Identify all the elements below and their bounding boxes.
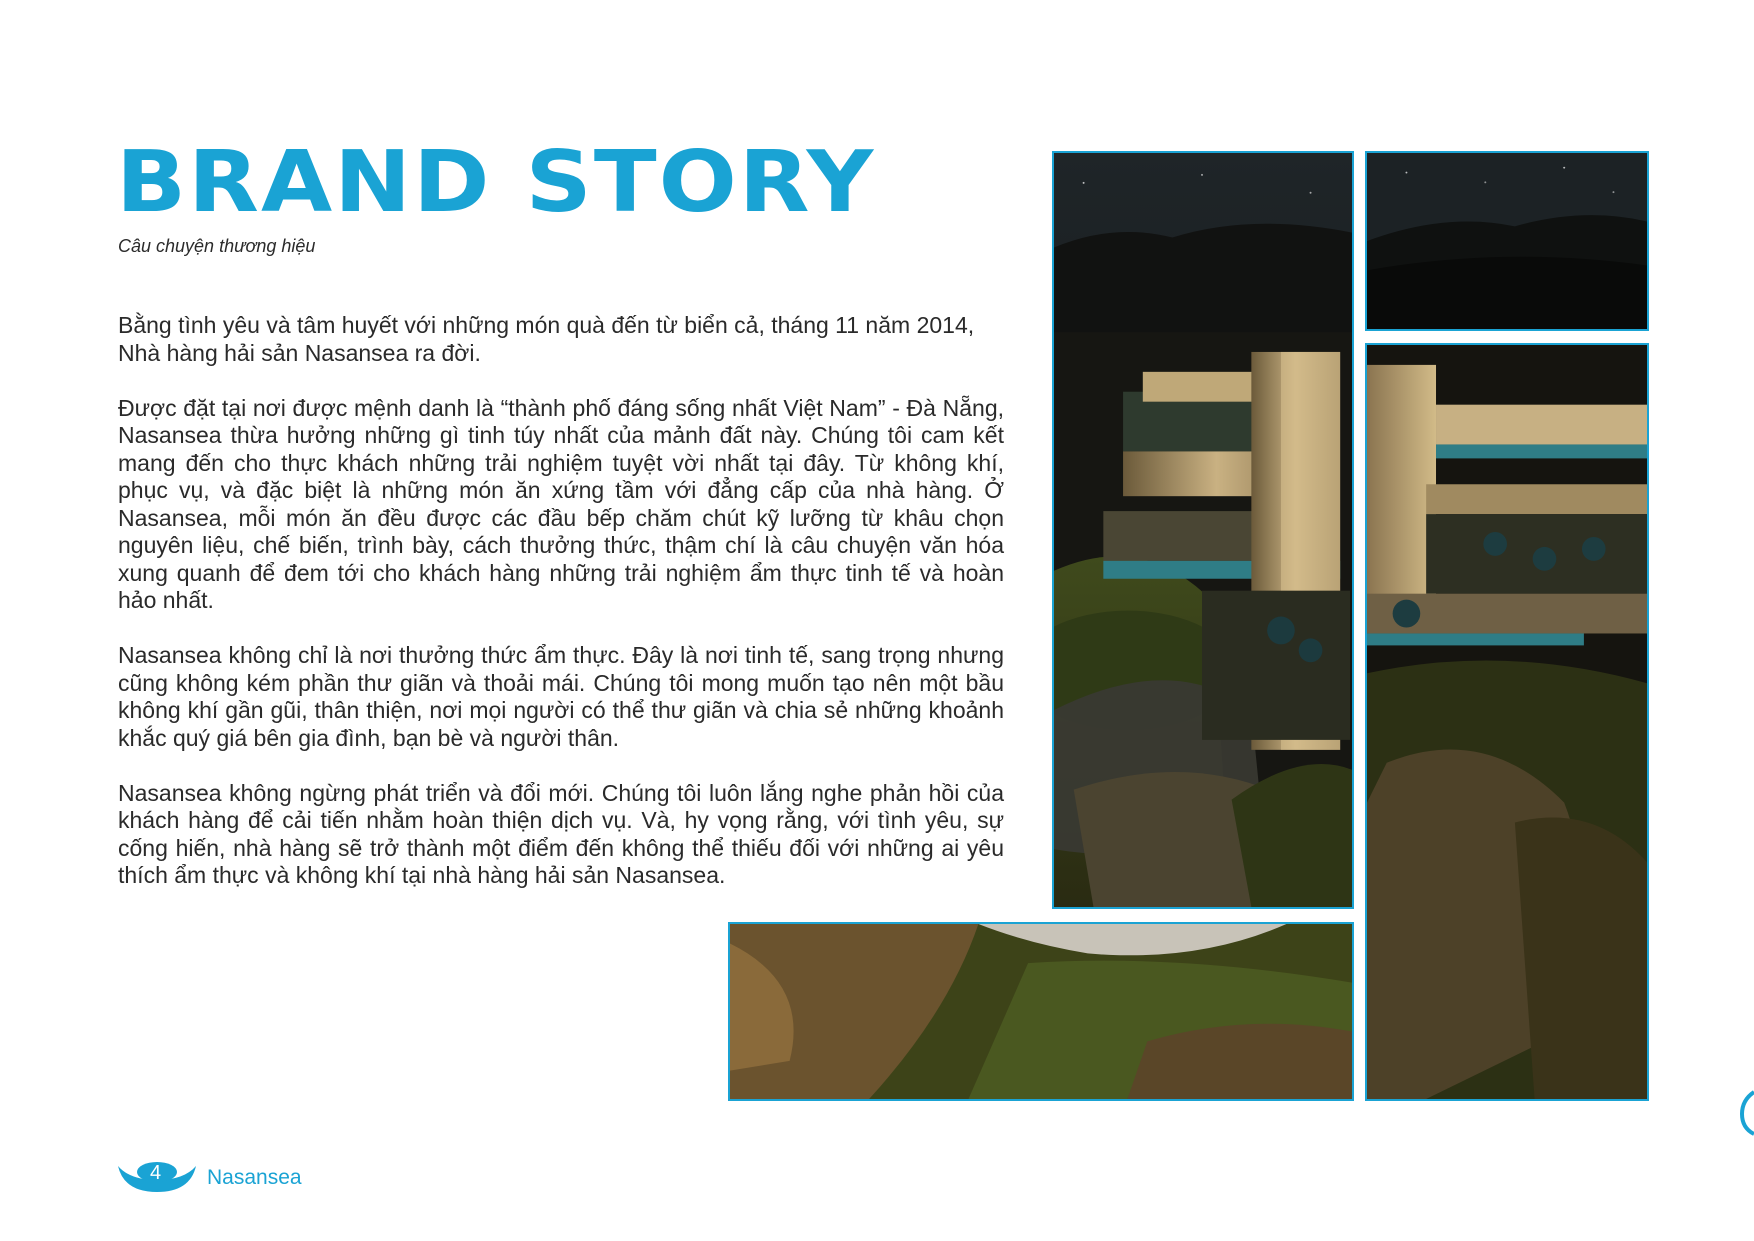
page-title: BRAND STORY xyxy=(116,132,876,232)
photo-panel-hillside xyxy=(728,922,1354,1101)
page-subtitle: Câu chuyện thương hiệu xyxy=(118,236,316,256)
story-paragraph-2: Được đặt tại nơi được mệnh danh là “thành phố đáng sống nhất Việt Nam” - Đà Nẵng, Nasansea thừa hưởng những gì tinh túy nhất của mảnh đất này. Chúng tôi cam kết mang đến cho thực khách những trải nghiệm tuyệt vời nhất tại đây. Từ không khí, phục vụ, và đặc biệt là những món ăn xứng tầm với đẳng cấp của nhà hàng. Ở Nasansea, mỗi món ăn đều được các đầu bếp chăm chút kỹ lưỡng từ khâu chọn nguyên liệu, chế biến, trình bày, cách thưởng thức, thậm chí là câu chuyện văn hóa xung quanh để đem tới cho khách hàng những trải nghiệm ẩm thực tinh tế và hoàn hảo nhất. xyxy=(118,394,1004,613)
photo-panel-terraces xyxy=(1365,343,1649,1101)
footer-brand: Nasansea xyxy=(207,1166,302,1189)
edge-wave-icon xyxy=(1740,1090,1754,1136)
photo-panel-night-sky xyxy=(1365,151,1649,331)
story-paragraph-4: Nasansea không ngừng phát triển và đổi mới. Chúng tôi luôn lắng nghe phản hồi của khách hàng để cải tiến nhằm hoàn thiện dịch vụ. Và, hy vọng rằng, với tình yêu, sự cống hiến, nhà hàng sẽ trở thành một điểm đến không thể thiếu đối với những ai yêu thích ẩm thực và không khí tại nhà hàng hải sản Nasansea. xyxy=(118,779,1004,888)
story-paragraph-3: Nasansea không chỉ là nơi thưởng thức ẩm thực. Đây là nơi tinh tế, sang trọng nhưng cũng không kém phần thư giãn và thoải mái. Chúng tôi mong muốn tạo nên một bầu không khí gần gũi, thân thiện, nơi mọi người có thể thư giãn và chia sẻ những khoảnh khắc quý giá bên gia đình, bạn bè và người thân. xyxy=(118,642,1004,751)
story-paragraph-1: Bằng tình yêu và tâm huyết với những món quà đến từ biển cả, tháng 11 năm 2014, Nhà hàng hải sản Nasansea ra đời. xyxy=(118,312,975,366)
page-number: 4 xyxy=(150,1162,162,1184)
photo-panel-building-left xyxy=(1052,151,1354,909)
story-text xyxy=(118,312,1004,917)
